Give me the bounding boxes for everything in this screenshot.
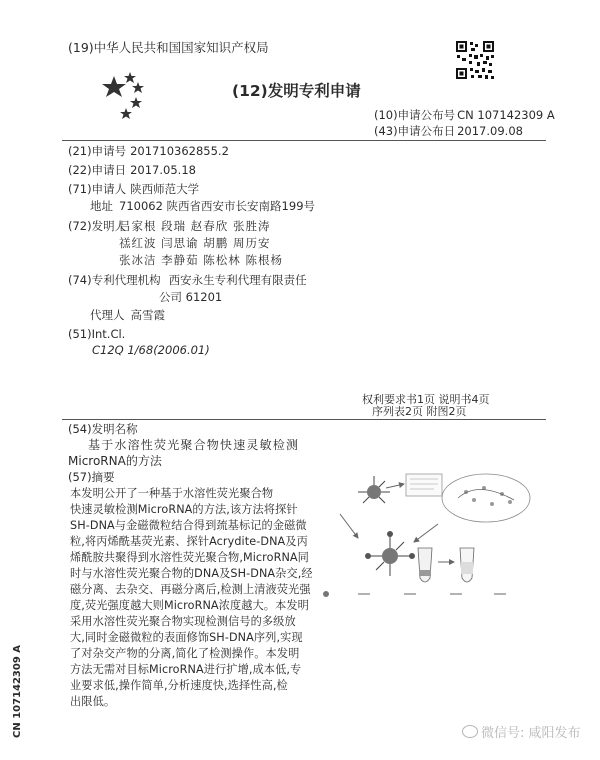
application-number-label: (21)申请号	[68, 144, 127, 158]
address-label: 地址	[90, 199, 113, 213]
address: 710062 陕西省西安市长安南路199号	[119, 199, 316, 213]
publication-date-label: (43)申请公布日	[374, 124, 456, 138]
agent-row	[90, 308, 165, 323]
intcl-value: C12Q 1/68(2006.01)	[92, 343, 210, 357]
applicant-label: (71)申请人	[68, 182, 127, 196]
issuing-office: (19)中华人民共和国国家知识产权局	[68, 40, 269, 55]
intcl-label: (51)Int.Cl.	[68, 327, 126, 341]
abstract-line: 采用水溶性荧光聚合物实现检测信号的多级放	[70, 615, 296, 628]
invention-title: 基于水溶性荧光聚合物快速灵敏检测	[88, 438, 300, 452]
application-number-row	[68, 144, 229, 159]
inventors-label: (72)发明人	[68, 219, 127, 233]
inventors-line: 禚红波 闫思谕 胡鹏 周历安	[119, 236, 271, 250]
document-type-title: (12)发明专利申请	[232, 82, 361, 100]
publication-date-row	[374, 124, 523, 139]
title-label: (54)发明名称	[68, 422, 138, 436]
abstract-line: 方法无需对目标MicroRNA进行扩增,成本低,专	[70, 663, 302, 676]
applicant: 陕西师范大学	[130, 182, 200, 196]
agency-row	[68, 273, 307, 288]
pages-info-line: 权利要求书1页 说明书4页	[362, 393, 490, 406]
abstract-line: 度,荧光强度越大则MicroRNA浓度越大。本发明	[70, 599, 309, 612]
application-number: 201710362855.2	[130, 144, 229, 158]
abstract-line: 烯酰胺共聚得到水溶性荧光聚合物,MicroRNA同	[70, 551, 309, 564]
header-divider	[62, 140, 546, 141]
qr-code-icon	[455, 40, 495, 80]
abstract-line: 业要求低,操作简单,分析速度快,选择性高,检	[70, 679, 288, 692]
abstract-line: 磁分离、去杂交、再磁分离后,检测上清液荧光强	[70, 583, 311, 596]
wechat-icon	[462, 725, 478, 738]
abstract-label: (57)摘要	[68, 470, 115, 484]
abstract-line: SH-DNA与金磁微粒结合得到巯基标记的金磁微	[70, 519, 307, 532]
agent-label: 代理人	[90, 308, 125, 322]
side-publication-number: CN 107142309 A	[12, 644, 23, 738]
agency-name: 西安永生专利代理有限责任	[168, 273, 307, 287]
abstract-line: 时与水溶性荧光聚合物的DNA及SH-DNA杂交,经	[70, 567, 313, 580]
publication-date: 2017.09.08	[457, 124, 523, 138]
abstract-line: 本发明公开了一种基于水溶性荧光聚合物	[70, 487, 274, 500]
application-date-row	[68, 163, 196, 178]
inventors-line: 吕家根 段瑞 赵春欣 张胜涛	[119, 219, 271, 233]
abstract-line: 大,同时金磁微粒的表面修饰SH-DNA序列,实现	[70, 631, 303, 644]
publication-number: CN 107142309 A	[457, 108, 555, 122]
inventors-line: 张冰洁 李静茹 陈松林 陈根杨	[119, 253, 283, 267]
agency-name-continued: 公司 61201	[159, 290, 223, 304]
watermark-text: 微信号: 咸阳发布	[481, 726, 581, 741]
publication-number-label: (10)申请公布号	[374, 108, 456, 122]
body-divider	[62, 419, 546, 420]
abstract-figure	[318, 470, 544, 610]
national-emblem-icon	[96, 70, 158, 126]
wechat-watermark	[462, 722, 581, 741]
abstract-line: 快速灵敏检测MicroRNA的方法,该方法将探针	[70, 503, 298, 516]
publication-number-row	[374, 108, 555, 123]
agency-label: (74)专利代理机构	[68, 273, 161, 287]
abstract-line: 了对杂交产物的分离,简化了检测操作。本发明	[70, 647, 300, 660]
abstract-line: 出限低。	[70, 695, 116, 708]
agent: 高雪霞	[130, 308, 165, 322]
applicant-row	[68, 182, 199, 197]
abstract-line: 粒,将丙烯酰基荧光素、探针Acrydite-DNA及丙	[70, 535, 308, 548]
application-date: 2017.05.18	[130, 163, 196, 177]
address-row	[90, 199, 315, 214]
pages-info-line: 序列表2页 附图2页	[372, 405, 467, 418]
application-date-label: (22)申请日	[68, 163, 127, 177]
invention-title-continued: MicroRNA的方法	[68, 454, 162, 468]
gold-magnetic-bead-icon	[358, 476, 390, 503]
